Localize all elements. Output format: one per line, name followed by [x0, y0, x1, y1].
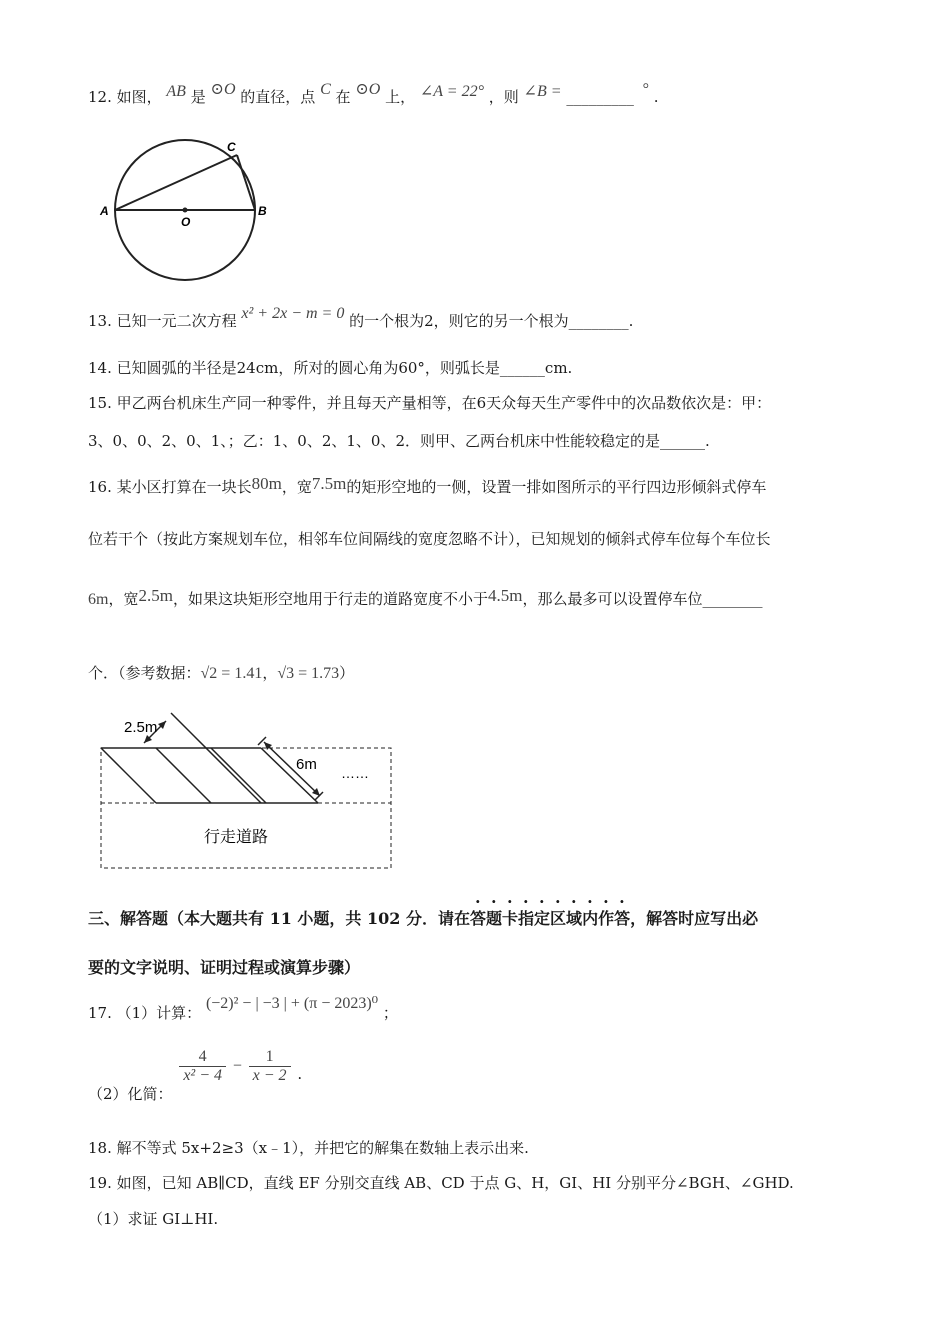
stall-line-1 — [101, 748, 156, 803]
question-16-line4: 个．（参考数据：√2 = 1.41，√3 = 1.73） — [88, 664, 355, 682]
question-14: 14. 已知圆弧的半径是24cm，所对的圆心角为60°，则弧长是______cm. — [88, 359, 573, 377]
expression: (−2)² − | −3 | + (π − 2023)⁰ — [205, 995, 379, 1012]
label-length: 6m — [296, 756, 317, 773]
circle-figure — [96, 135, 276, 285]
circle-o-2: ⊙O — [355, 81, 381, 98]
section-3-heading-line2: 要的文字说明、证明过程或演算步骤） — [88, 958, 361, 977]
label-o: O — [181, 215, 191, 229]
center-dot — [183, 208, 188, 213]
chord-cb — [237, 155, 255, 210]
circle-o: ⊙O — [210, 81, 236, 98]
fraction-2: $\frac{1}{x - 2}$ — [249, 1048, 291, 1085]
question-19-part1: （1）求证 GI⊥HI. — [88, 1210, 219, 1228]
angle-a: ∠A = 22° — [419, 83, 484, 100]
question-16-line1: 16. 某小区打算在一块长80m，宽7.5m的矩形空地的一侧，设置一排如图所示的平行四边形倾斜式停车 — [88, 474, 767, 496]
question-16-line2: 位若干个（按此方案规划车位，相邻车位间隔线的宽度忽略不计），已知规划的倾斜式停车位每个车位长 — [88, 530, 771, 548]
label-width: 2.5m — [124, 719, 158, 736]
question-15-line1: 15. 甲乙两台机床生产同一种零件，并且每天产量相等，在6天众每天生产零件中的次品数依次是：甲： — [88, 394, 772, 412]
emphasized-text: 答题卡指定区域内作答 — [469, 909, 631, 928]
segment-ab: AB — [166, 83, 186, 100]
point-c: C — [320, 81, 331, 98]
question-13: 13. 已知一元二次方程 x² + 2x − m = 0 的一个根为2，则它的另一个根为________. — [88, 305, 634, 330]
question-19: 19. 如图，已知 AB∥CD，直线 EF 分别交直线 AB、CD 于点 G、H，GI、HI 分别平分∠BGH、∠GHD. — [88, 1174, 794, 1192]
question-16-line3: 6m，宽2.5m，如果这块矩形空地用于行走的道路宽度不小于4.5m，那么最多可以设置停车位________ — [88, 586, 763, 608]
stall-line-4 — [171, 713, 261, 803]
stall-line-2 — [156, 748, 211, 803]
question-17-part1: 17. （1）计算： (−2)² − | −3 | + (π − 2023)⁰ ； — [88, 995, 398, 1022]
label-dots: …… — [341, 765, 369, 781]
equation: x² + 2x − m = 0 — [241, 305, 345, 322]
stall-line-3 — [211, 748, 266, 803]
label-b: B — [258, 204, 267, 218]
fraction-1: $\frac{4}{\text{x² − 4}}$ — [179, 1048, 226, 1085]
label-road: 行走道路 — [204, 829, 269, 846]
section-3-heading-line1: 三、解答题（本大题共有 11 小题，共 102 分．请在答题卡指定区域内作答，解答时应写出必 — [88, 909, 759, 928]
angle-b: ∠B = — [523, 83, 562, 100]
question-12: 12. 如图， AB 是 ⊙O 的直径，点 C 在 ⊙O 上， ∠A = 22° ，则 ∠B = _________ ° . — [88, 81, 659, 106]
label-c: C — [227, 140, 236, 154]
answer-blank[interactable]: _________ — [566, 88, 634, 106]
question-15-line2: 3、0、0、2、0、1、；乙：1、0、2、1、0、2．则甲、乙两台机床中性能较稳定的是______. — [88, 432, 710, 450]
question-18: 18. 解不等式 5x+2≥3（x﹣1），并把它的解集在数轴上表示出来. — [88, 1139, 529, 1157]
label-a: A — [100, 204, 109, 218]
parking-figure — [96, 708, 396, 873]
question-17-part2: （2）化简： $\frac{4}{\text{x² − 4}}$ − $\frac{1}{x - 2}$ . — [88, 1048, 303, 1103]
